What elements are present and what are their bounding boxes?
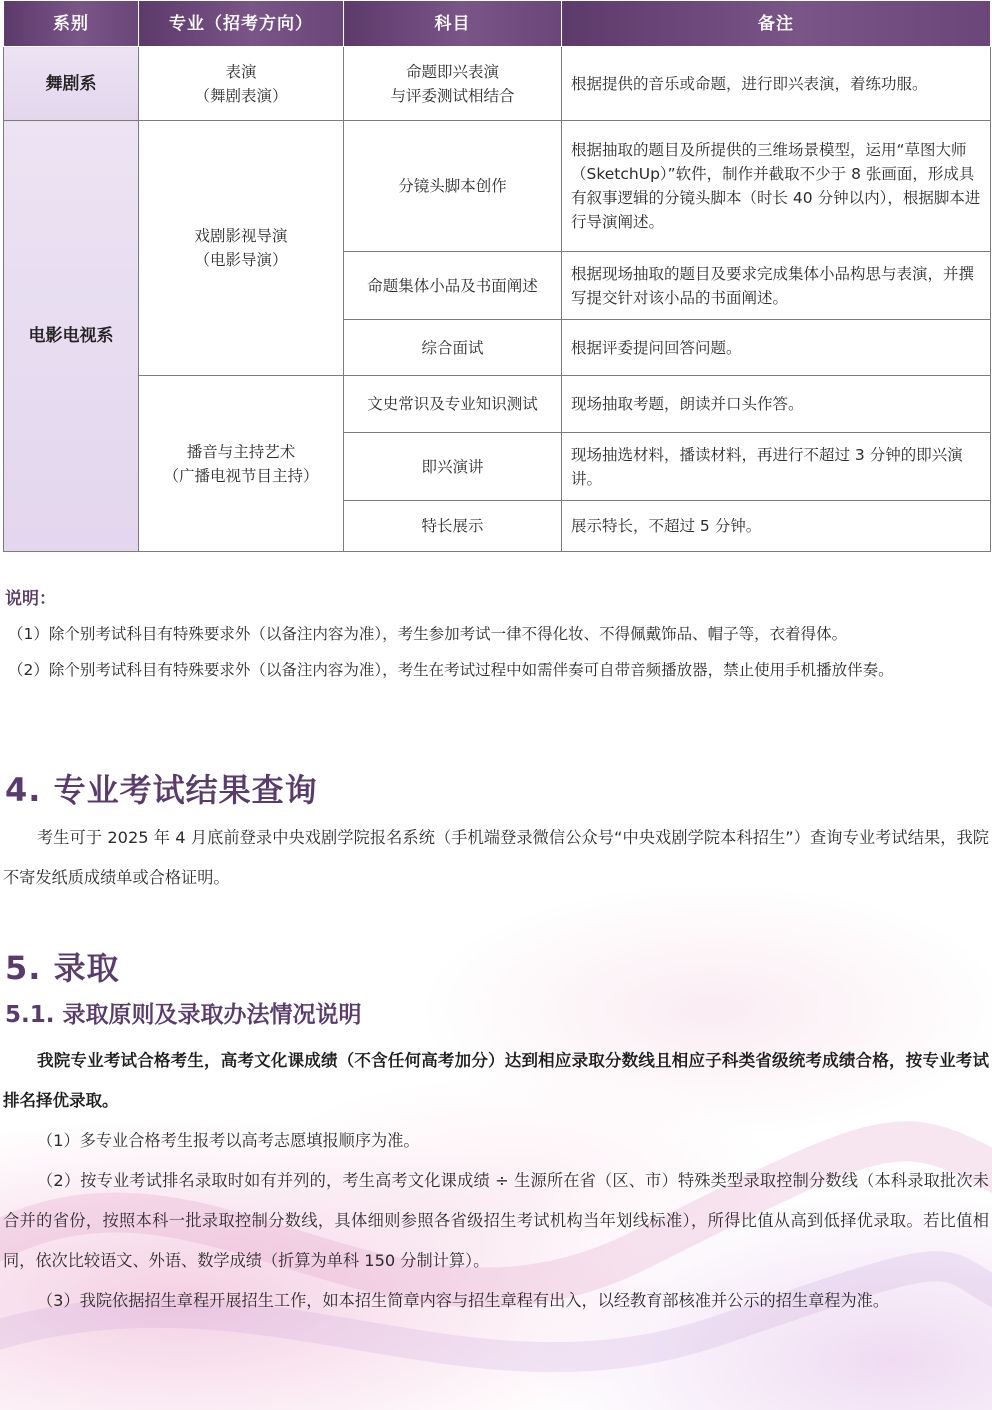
table-row	[4, 47, 991, 121]
major-cell	[139, 376, 344, 552]
table-header-row	[4, 1, 991, 47]
subject-line: 命题即兴表演	[405, 62, 499, 81]
table-row	[4, 376, 991, 433]
major-direction: （舞剧表演）	[194, 86, 288, 105]
subject-cell: 即兴演讲	[344, 433, 562, 501]
major-name: 播音与主持艺术	[186, 442, 296, 461]
notes-title: 说明：	[5, 589, 56, 609]
note-cell: 展示特长，不超过 5 分钟。	[562, 501, 991, 552]
note-item: （2）除个别考试科目有特殊要求外（以备注内容为准），考生在考试过程中如需伴奏可自带音频播放器，禁止使用手机播放伴奏。	[8, 661, 894, 679]
subject-cell	[344, 47, 562, 121]
header-note: 备注	[562, 1, 991, 47]
subject-line: 与评委测试相结合	[390, 86, 515, 105]
admission-rule-item: （1）多专业合格考生报考以高考志愿填报顺序为准。	[37, 1131, 420, 1150]
dept-cell: 电影电视系	[4, 121, 139, 552]
major-cell	[139, 121, 344, 376]
header-dept: 系别	[4, 1, 139, 47]
table-row	[4, 121, 991, 252]
note-cell: 根据评委提问回答问题。	[562, 320, 991, 376]
subject-cell: 命题集体小品及书面阐述	[344, 252, 562, 320]
subject-cell: 文史常识及专业知识测试	[344, 376, 562, 433]
major-direction: （电影导演）	[194, 251, 288, 269]
note-cell: 根据抽取的题目及所提供的三维场景模型，运用“草图大师（SketchUp）”软件，制作并截取不少于 8 张画面，形成具有叙事逻辑的分镜头脚本（时长 40 分钟以内），根据脚本进行导演阐述。	[562, 121, 991, 252]
major-name: 戏剧影视导演	[194, 227, 288, 245]
subject-cell: 特长展示	[344, 501, 562, 552]
note-cell: 现场抽选材料，播读材料，再进行不超过 3 分钟的即兴演讲。	[562, 433, 991, 501]
admission-rule-item: （2）按专业考试排名录取时如有并列的，考生高考文化课成绩 ÷ 生源所在省（区、市）特殊类型录取控制分数线（本科录取批次未合并的省份，按照本科一批录取控制分数线，具体细则参照各省级招生考试机构当年划线标准），所得比值从高到低择优录取。若比值相同，依次比较语文、外语、数学成绩（折算为单科 150 分制计算）。	[3, 1171, 989, 1270]
note-cell: 现场抽取考题，朗读并口头作答。	[562, 376, 991, 433]
admission-principle: 我院专业考试合格考生，高考文化课成绩（不含任何高考加分）达到相应录取分数线且相应子科类省级统考成绩合格，按专业考试排名择优录取。	[3, 1051, 989, 1110]
section-5-heading: 5. 录取	[5, 949, 120, 987]
note-cell: 根据提供的音乐或命题，进行即兴表演，着练功服。	[562, 47, 991, 121]
section-5-1-heading: 5.1. 录取原则及录取办法情况说明	[5, 1002, 362, 1028]
header-subject: 科目	[344, 1, 562, 47]
subject-cell: 分镜头脚本创作	[344, 121, 562, 252]
major-cell	[139, 47, 344, 121]
note-cell: 根据现场抽取的题目及要求完成集体小品构思与表演，并撰写提交针对该小品的书面阐述。	[562, 252, 991, 320]
major-name: 表演	[225, 62, 257, 81]
exam-subjects-table	[3, 0, 991, 552]
section-4-heading: 4. 专业考试结果查询	[5, 771, 318, 809]
section-4-body: 考生可于 2025 年 4 月底前登录中央戏剧学院报名系统（手机端登录微信公众号“中央戏剧学院本科招生”）查询专业考试结果，我院不寄发纸质成绩单或合格证明。	[3, 828, 989, 887]
note-item: （1）除个别考试科目有特殊要求外（以备注内容为准），考生参加考试一律不得化妆、不得佩戴饰品、帽子等，衣着得体。	[8, 625, 848, 643]
admission-rule-item: （3）我院依据招生章程开展招生工作，如本招生简章内容与招生章程有出入，以经教育部核准并公示的招生章程为准。	[37, 1291, 890, 1310]
subject-cell: 综合面试	[344, 320, 562, 376]
header-major: 专业（招考方向）	[139, 1, 344, 47]
major-direction: （广播电视节目主持）	[163, 466, 319, 485]
dept-cell: 舞剧系	[4, 47, 139, 121]
